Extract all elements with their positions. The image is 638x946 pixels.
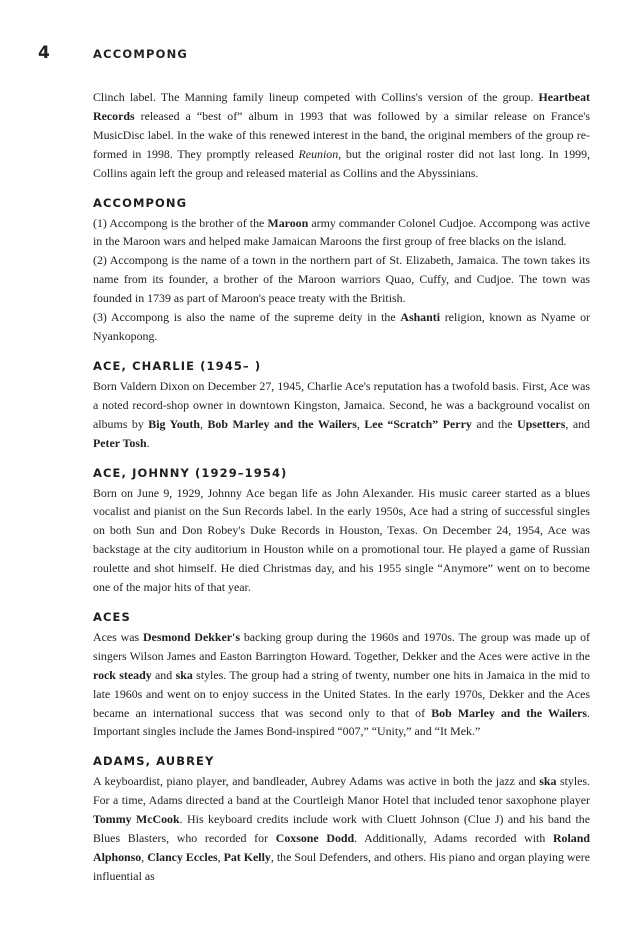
cross-reference: Tommy McCook	[93, 812, 180, 827]
text-run: (2) Accompong is the name of a town in the northern part of St. Elizabeth, Jamaica. The town takes its name from its founder, a brother of the Maroon warriors Quao, Cuffy, and Cudjoe. The town was founded in 1739 as part of Maroon's peace treaty with the British.	[93, 253, 590, 306]
cross-reference: Coxsone Dodd	[275, 831, 355, 846]
page-number: 4	[38, 43, 50, 63]
cross-reference: Ashanti	[400, 310, 441, 325]
text-run: Clinch label. The Manning family lineup competed with Collins's version of the group.	[93, 90, 539, 104]
entry-paragraph	[93, 251, 590, 308]
text-run: and	[151, 667, 176, 682]
text-run: (1) Accompong is the brother of the	[93, 215, 268, 230]
text-run: and the	[471, 416, 518, 431]
text-run: . Important singles include the James Bond-inspired “007,” “Unity,” and “It Mek.”	[93, 705, 590, 739]
cross-reference: Bob Marley and the Wailers	[431, 705, 588, 720]
entry-accompong	[93, 195, 590, 346]
cross-reference: Upsetters	[517, 416, 566, 431]
intro-paragraph	[93, 88, 590, 183]
cross-reference: Big Youth	[148, 416, 200, 431]
body-text	[93, 88, 590, 886]
text-run: Born on June 9, 1929, Johnny Ace began life as John Alexander. His music career started as a blues vocalist and pianist on the Sun Records label. In the early 1950s, Ace had a string of successful singles on both Sun and Don Robey's Duke Records in Houston, Texas. On December 24, 1954, Ace was backstage at the city auditorium in Houston while on a promotional tour. He played a game of Russian roulette and shot himself. He died Christmas day, and his 1955 single “Anymore” went on to become one of the major hits of that year.	[93, 485, 590, 595]
entry-heading: ACE, CHARLIE (1945– )	[93, 358, 262, 373]
entry-ace-johnny	[93, 465, 590, 597]
cross-reference: Peter Tosh	[93, 435, 147, 450]
cross-reference: Lee “Scratch” Perry	[364, 416, 472, 431]
text-run: religion, known as Nyame or Nyankopong.	[93, 310, 590, 343]
entry-heading: ACCOMPONG	[93, 195, 188, 210]
cross-reference: ska	[175, 667, 193, 682]
text-run: , the Soul Defenders, and others. His piano and organ playing were influential as	[93, 850, 590, 883]
text-run: Born Valdern Dixon on December 27, 1945, Charlie Ace's reputation has a twofold basis. First, Ace was a noted record-shop owner in downtown Kingston, Jamaica. Second, he was a background vocalist on albums by	[93, 378, 590, 431]
text-run: . His keyboard credits include work with Cluett Johnson (Clue J) and his band the Blues Blasters, who recorded for	[93, 812, 590, 846]
text-run: released a “best of” album in 1993 that was followed by a similar release on France's MusicDisc label. In the wake of this renewed interest in the band, the original members of the group re-formed in 1998. They promptly released	[93, 108, 590, 161]
entry-heading: ADAMS, AUBREY	[93, 754, 215, 769]
entry-ace-charlie	[93, 358, 590, 453]
text-run: ,	[141, 850, 148, 864]
text-run: , and	[565, 416, 590, 431]
text-run: ,	[217, 850, 224, 864]
cross-reference: Bob Marley and the Wailers	[207, 416, 357, 431]
entry-paragraph	[93, 628, 590, 741]
cross-reference: Pat Kelly	[223, 850, 271, 864]
text-run: ,	[199, 416, 208, 431]
text-run: A keyboardist, piano player, and bandleader, Aubrey Adams was active in both the jazz and	[93, 774, 540, 789]
text-run: .	[146, 435, 150, 450]
italic-title: Reunion	[298, 146, 339, 161]
text-run: army commander Colonel Cudjoe. Accompong was active in the Maroon wars and helped make Jamaican Maroons the first group of free blacks on the island.	[93, 215, 590, 249]
cross-reference: ska	[539, 774, 557, 789]
cross-reference: Heartbeat Records	[93, 90, 590, 123]
cross-reference: Clancy Eccles	[147, 850, 218, 864]
entry-heading: ACE, JOHNNY (1929–1954)	[93, 465, 288, 480]
entry-adams-aubrey	[93, 753, 590, 885]
entry-paragraph	[93, 772, 590, 885]
text-run: ,	[356, 416, 365, 431]
cross-reference: Maroon	[267, 215, 309, 230]
text-run: Aces was	[93, 629, 143, 644]
running-head-title: ACCOMPONG	[93, 47, 189, 61]
cross-reference: rock steady	[93, 667, 152, 682]
text-run: backing group during the 1960s and 1970s. The group was made up of singers Wilson James and Easton Barrington Howard. Together, Dekker and the Aces were active in the	[93, 629, 590, 663]
cross-reference: Desmond Dekker's	[142, 629, 240, 644]
entry-paragraph	[93, 377, 590, 453]
text-run: . Additionally, Adams recorded with	[354, 831, 553, 846]
entry-aces	[93, 609, 590, 741]
entry-paragraph	[93, 308, 590, 346]
entry-heading: ACES	[93, 609, 131, 624]
text-run: styles. The group had a string of twenty, number one hits in Jamaica in the mid to late 1960s and went on to enjoy success in the United States. In the early 1970s, Dekker and the Aces became an international success that was second only to that of	[93, 667, 590, 720]
running-head	[38, 43, 188, 63]
text-run: (3) Accompong is also the name of the supreme deity in the	[93, 310, 401, 325]
entry-paragraph	[93, 214, 590, 252]
text-run: , but the original roster did not last long. In 1999, Collins again left the group and released material as Collins and the Abyssinians.	[93, 146, 591, 180]
cross-reference: Roland Alphonso	[93, 831, 590, 864]
text-run: styles. For a time, Adams directed a band at the Courtleigh Manor Hotel that included tenor saxophone player	[93, 774, 590, 808]
entry-paragraph	[93, 484, 590, 597]
